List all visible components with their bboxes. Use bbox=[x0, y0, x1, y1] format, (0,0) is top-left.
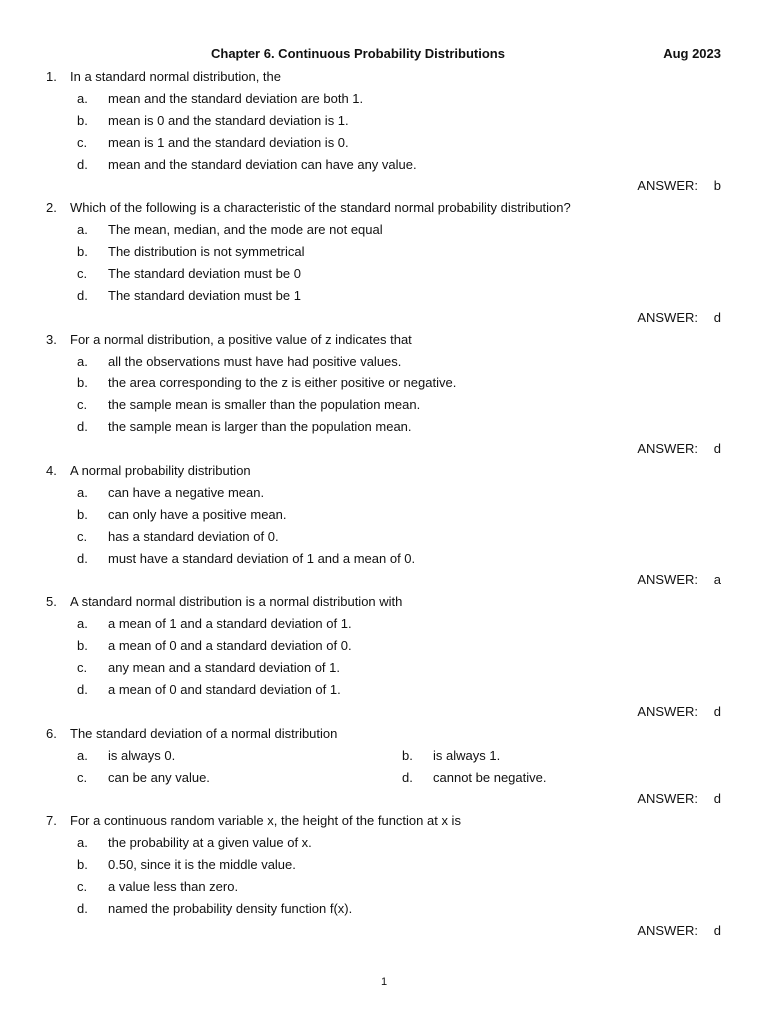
option-text: mean is 1 and the standard deviation is 0. bbox=[108, 134, 349, 150]
option-row bbox=[0, 482, 768, 504]
option-row bbox=[0, 285, 768, 307]
question-number: 2. bbox=[46, 200, 57, 216]
option-text: named the probability density function f(x). bbox=[108, 900, 353, 916]
option-row bbox=[0, 613, 768, 635]
option-letter: b. bbox=[77, 112, 88, 128]
option-text: the sample mean is larger than the population mean. bbox=[108, 419, 412, 435]
option-text: the probability at a given value of x. bbox=[108, 835, 312, 851]
option-text: a value less than zero. bbox=[108, 878, 239, 894]
option-letter: c. bbox=[77, 397, 88, 413]
option-letter: d. bbox=[402, 769, 413, 785]
question-block bbox=[0, 329, 768, 460]
option-text: the sample mean is smaller than the population mean. bbox=[108, 397, 421, 413]
option-row bbox=[0, 898, 768, 920]
option-letter: b. bbox=[77, 506, 88, 522]
question-stem bbox=[0, 591, 768, 613]
answer-label: ANSWER: bbox=[637, 178, 698, 194]
answer-value: d bbox=[713, 922, 721, 938]
page-title: Chapter 6. Continuous Probability Distributions bbox=[211, 46, 505, 61]
option-row bbox=[0, 219, 768, 241]
option-row bbox=[0, 263, 768, 285]
question-text: The standard deviation of a normal distribution bbox=[70, 725, 338, 741]
answer-line bbox=[0, 307, 768, 329]
option-text: the area corresponding to the z is either positive or negative. bbox=[108, 375, 457, 391]
answer-label: ANSWER: bbox=[637, 791, 698, 807]
option-row bbox=[0, 548, 768, 570]
option-letter: a. bbox=[77, 835, 88, 851]
option-text: must have a standard deviation of 1 and a mean of 0. bbox=[108, 550, 416, 566]
option-text: The mean, median, and the mode are not equal bbox=[108, 222, 383, 238]
answer-label: ANSWER: bbox=[637, 703, 698, 719]
answer-value: a bbox=[713, 572, 721, 588]
option-text: is always 1. bbox=[433, 747, 501, 763]
option-text: can only have a positive mean. bbox=[108, 506, 287, 522]
option-row bbox=[0, 832, 768, 854]
option-letter: b. bbox=[402, 747, 413, 763]
option-letter: c. bbox=[77, 134, 88, 150]
option-row bbox=[0, 745, 768, 767]
question-block bbox=[0, 591, 768, 722]
option-letter: c. bbox=[77, 266, 88, 282]
question-number: 3. bbox=[46, 331, 57, 347]
question-block bbox=[0, 460, 768, 591]
option-text: can be any value. bbox=[108, 769, 210, 785]
option-row bbox=[0, 854, 768, 876]
answer-value: d bbox=[713, 441, 721, 457]
option-text: mean and the standard deviation can have any value. bbox=[108, 156, 417, 172]
option-row bbox=[0, 88, 768, 110]
answer-line bbox=[0, 788, 768, 810]
question-stem bbox=[0, 723, 768, 745]
option-letter: c. bbox=[77, 878, 88, 894]
option-text: mean and the standard deviation are both 1. bbox=[108, 90, 364, 106]
question-block bbox=[0, 66, 768, 197]
option-text: a mean of 0 and a standard deviation of 0. bbox=[108, 638, 352, 654]
option-letter: b. bbox=[77, 638, 88, 654]
question-number: 7. bbox=[46, 813, 57, 829]
option-text: a mean of 0 and standard deviation of 1. bbox=[108, 681, 341, 697]
question-stem bbox=[0, 197, 768, 219]
question-text: A normal probability distribution bbox=[70, 463, 251, 479]
option-row bbox=[0, 416, 768, 438]
option-row bbox=[0, 110, 768, 132]
header-date: Aug 2023 bbox=[663, 46, 721, 61]
option-row bbox=[0, 767, 768, 789]
option-letter: d. bbox=[77, 156, 88, 172]
option-row bbox=[0, 241, 768, 263]
answer-value: d bbox=[713, 703, 721, 719]
answer-value: b bbox=[713, 178, 721, 194]
answer-line bbox=[0, 569, 768, 591]
option-letter: d. bbox=[77, 287, 88, 303]
option-row bbox=[0, 679, 768, 701]
option-text: all the observations must have had positive values. bbox=[108, 353, 402, 369]
option-letter: c. bbox=[77, 528, 88, 544]
answer-label: ANSWER: bbox=[637, 441, 698, 457]
option-text: The distribution is not symmetrical bbox=[108, 244, 305, 260]
question-number: 5. bbox=[46, 594, 57, 610]
question-stem bbox=[0, 460, 768, 482]
option-row bbox=[0, 504, 768, 526]
option-row bbox=[0, 132, 768, 154]
option-letter: b. bbox=[77, 857, 88, 873]
answer-label: ANSWER: bbox=[637, 309, 698, 325]
answer-label: ANSWER: bbox=[637, 922, 698, 938]
question-number: 6. bbox=[46, 725, 57, 741]
option-letter: c. bbox=[77, 769, 88, 785]
question-block bbox=[0, 197, 768, 328]
page-number: 1 bbox=[380, 976, 388, 988]
option-row bbox=[0, 526, 768, 548]
answer-line bbox=[0, 438, 768, 460]
option-letter: a. bbox=[77, 222, 88, 238]
question-stem bbox=[0, 329, 768, 351]
option-row bbox=[0, 372, 768, 394]
option-letter: d. bbox=[77, 419, 88, 435]
option-text: has a standard deviation of 0. bbox=[108, 528, 279, 544]
question-text: For a continuous random variable x, the height of the function at x is bbox=[70, 813, 461, 829]
option-text: any mean and a standard deviation of 1. bbox=[108, 660, 340, 676]
option-row bbox=[0, 154, 768, 176]
option-row bbox=[0, 351, 768, 373]
option-letter: d. bbox=[77, 900, 88, 916]
option-text: The standard deviation must be 1 bbox=[108, 287, 301, 303]
question-number: 4. bbox=[46, 463, 57, 479]
question-stem bbox=[0, 66, 768, 88]
answer-label: ANSWER: bbox=[637, 572, 698, 588]
question-text: A standard normal distribution is a normal distribution with bbox=[70, 594, 403, 610]
option-letter: c. bbox=[77, 660, 88, 676]
option-letter: a. bbox=[77, 616, 88, 632]
option-row bbox=[0, 657, 768, 679]
option-letter: b. bbox=[77, 375, 88, 391]
option-text: 0.50, since it is the middle value. bbox=[108, 857, 296, 873]
option-text: The standard deviation must be 0 bbox=[108, 266, 301, 282]
answer-line bbox=[0, 175, 768, 197]
option-text: can have a negative mean. bbox=[108, 484, 265, 500]
option-letter: b. bbox=[77, 244, 88, 260]
option-letter: a. bbox=[77, 353, 88, 369]
question-number: 1. bbox=[46, 69, 57, 84]
question-block bbox=[0, 810, 768, 941]
question-list bbox=[0, 66, 768, 942]
option-text: is always 0. bbox=[108, 747, 176, 763]
option-row bbox=[0, 635, 768, 657]
answer-value: d bbox=[713, 309, 721, 325]
option-text: a mean of 1 and a standard deviation of 1. bbox=[108, 616, 352, 632]
option-letter: a. bbox=[77, 90, 88, 106]
question-text: Which of the following is a characteristic of the standard normal probability distribution? bbox=[70, 200, 571, 216]
option-letter: a. bbox=[77, 747, 88, 763]
answer-value: d bbox=[713, 791, 721, 807]
question-stem bbox=[0, 810, 768, 832]
option-row bbox=[0, 394, 768, 416]
answer-line bbox=[0, 701, 768, 723]
option-text: cannot be negative. bbox=[433, 769, 547, 785]
question-block bbox=[0, 723, 768, 811]
option-letter: a. bbox=[77, 484, 88, 500]
option-letter: d. bbox=[77, 550, 88, 566]
page-header bbox=[0, 46, 768, 64]
option-row bbox=[0, 876, 768, 898]
question-text: For a normal distribution, a positive value of z indicates that bbox=[70, 331, 412, 347]
answer-line bbox=[0, 920, 768, 942]
question-text: In a standard normal distribution, the bbox=[70, 69, 282, 84]
option-letter: d. bbox=[77, 681, 88, 697]
option-text: mean is 0 and the standard deviation is 1. bbox=[108, 112, 349, 128]
